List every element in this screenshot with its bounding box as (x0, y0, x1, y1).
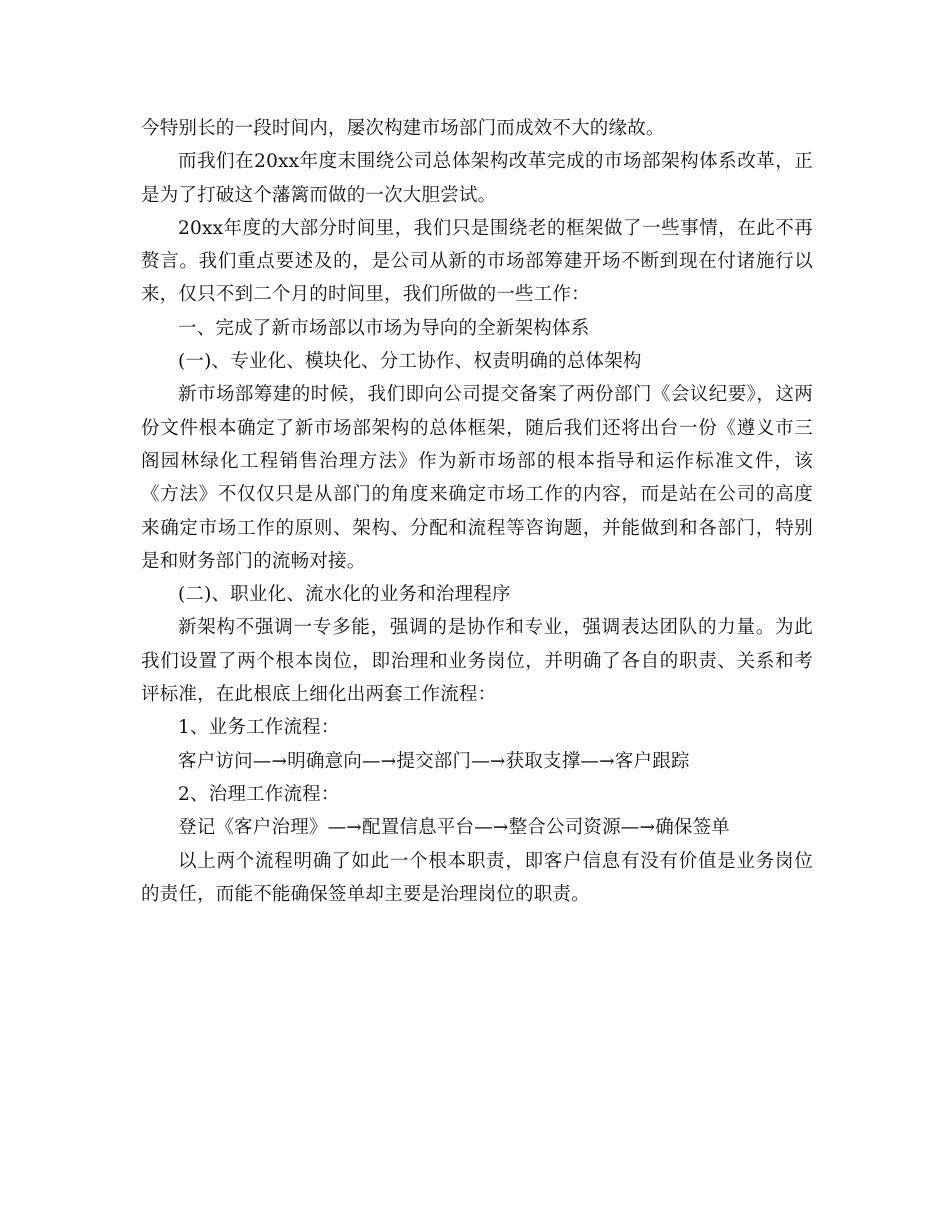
paragraph: 20xx年度的大部分时间里，我们只是围绕老的框架做了一些事情，在此不再赘言。我们重点要述及的，是公司从新的市场部筹建开场不断到现在付诸施行以来，仅只不到二个月的时间里，我们所做的一些工作： (141, 217, 813, 306)
paragraph: 以上两个流程明确了如此一个根本职责，即客户信息有没有价值是业务岗位的责任，而能不能确保签单却主要是治理岗位的职责。 (141, 850, 813, 905)
workflow-line: 登记《客户治理》—→配置信息平台—→整合公司资源—→确保签单 (178, 817, 731, 839)
paragraph-continued: 今特别长的一段时间内，屡次构建市场部门而成效不大的缘故。 (141, 118, 665, 139)
workflow-line: 客户访问—→明确意向—→提交部门—→获取支撑—→客户跟踪 (178, 750, 690, 772)
list-item-heading: 2、治理工作流程： (178, 783, 340, 805)
section-heading: 一、完成了新市场部以市场为导向的全新架构体系 (178, 317, 590, 339)
paragraph: 而我们在20xx年度末围绕公司总体架构改革完成的市场部架构体系改革，正是为了打破这个藩篱而做的一次大胆尝试。 (141, 151, 813, 206)
paragraph: 新市场部筹建的时候，我们即向公司提交备案了两份部门《会议纪要》，这两份文件根本确定了新市场部架构的总体框架，随后我们还将出台一份《遵义市三阁园林绿化工程销售治理方法》作为新市场部的根本指导和运作标准文件，该《方法》不仅仅只是从部门的角度来确定市场工作的内容，而是站在公司的高度来确定市场工作的原则、架构、分配和流程等咨询题，并能做到和各部门，特别是和财务部门的流畅对接。 (141, 384, 813, 572)
paragraph: 新架构不强调一专多能，强调的是协作和专业，强调表达团队的力量。为此我们设置了两个根本岗位，即治理和业务岗位，并明确了各自的职责、关系和考评标准，在此根底上细化出两套工作流程： (141, 617, 813, 706)
subsection-heading: (二)、职业化、流水化的业务和治理程序 (178, 584, 511, 606)
document-body (141, 112, 813, 911)
subsection-heading: (一)、专业化、模块化、分工协作、权责明确的总体架构 (178, 351, 642, 373)
list-item-heading: 1、业务工作流程： (178, 717, 340, 739)
